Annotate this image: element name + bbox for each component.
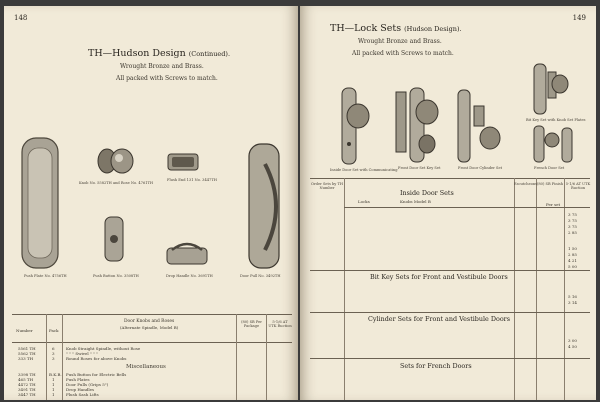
row-desc: Flush Sash Lifts [66, 392, 99, 397]
col-head-price-2: 5-1/6 AT UTK Ruction [268, 320, 292, 329]
cylinder-set-illustration [456, 88, 502, 164]
row-pack: 3 [52, 351, 55, 356]
push-button-illustration [104, 216, 124, 262]
row-pack: B.K.B. [49, 372, 62, 377]
page-number: 148 [14, 14, 28, 22]
price-cell: 3 75 [568, 224, 577, 229]
row-number: 5562 TH [18, 351, 36, 356]
caption-front-door-set: Front Door Set Key Set [398, 166, 441, 170]
row-number: 4472 TH [18, 382, 36, 387]
caption-flush-end: Flush End 131 No. 3447TH [167, 178, 217, 182]
col-divider [536, 178, 537, 400]
col-head-escutcheons: Escutcheons [514, 182, 538, 186]
table-head-rule [12, 342, 292, 343]
row-pack: 3 [52, 356, 55, 361]
col-head-knobs: Knobs Model B [400, 199, 431, 204]
caption-knob-rose: Knob No. 5582TH and Rose No. 4761TH [79, 181, 154, 185]
drop-handle-illustration [166, 242, 208, 266]
price-cell: 3 75 [568, 218, 577, 223]
subtitle: Wrought Bronze and Brass. [358, 38, 442, 45]
caption-drop-handle: Drop Handle No. 3691TH [166, 274, 213, 278]
col-divider [46, 314, 47, 400]
french-set-illustration [532, 124, 576, 164]
row-desc: Push Button for Electric Bells [66, 372, 127, 377]
col-divider [266, 314, 267, 400]
price-cell: 1 50 [568, 246, 577, 251]
col-divider [514, 178, 515, 400]
caption-bit-key-set: Bit Key Set with Knob Set Plates [526, 118, 586, 122]
col-head-price-1: (80) SB Per Package [241, 320, 262, 329]
row-pack: 1 [52, 392, 55, 397]
col-head-price-2: 5-1/6 AT UTK Ruction [565, 182, 591, 191]
flush-end-illustration [167, 153, 199, 171]
row-desc: Drop Handles [66, 387, 95, 392]
front-door-set-illustration [394, 86, 444, 164]
col-head-desc-sub: (Alternate Spindle, Model B) [120, 325, 179, 330]
price-cell: 3 14 [568, 300, 577, 305]
caption-push-plate: Push Plate No. 4756TH [24, 274, 67, 278]
price-cell: 3 75 [568, 212, 577, 217]
row-number: 3491 TH [18, 387, 36, 392]
col-head-price-1: (80) SB Finish [536, 182, 564, 186]
col-head-locks: Locks [358, 199, 370, 204]
price-cell: 4 21 [568, 258, 577, 263]
page-title [330, 23, 462, 34]
row-number: 333 TH [18, 356, 34, 361]
row-desc: " " " Swivel " " " [66, 351, 99, 356]
title-text: TH—Lock Sets [330, 23, 402, 34]
caption-door-pull: Door Pull No. 3492TH [240, 274, 281, 278]
section-rule [310, 270, 590, 271]
col-divider [62, 314, 63, 400]
caption-push-button: Push Button No. 3508TH [93, 274, 139, 278]
section-rule [310, 358, 590, 359]
row-pack: 6 [52, 346, 55, 351]
col-head-desc: Door Knobs and Roses [124, 319, 175, 324]
row-desc: Door Pulls (Grips 5") [66, 382, 109, 387]
right-page [300, 6, 596, 400]
price-cell: 2 85 [568, 252, 577, 257]
inside-set-illustration [336, 86, 370, 166]
price-cell: 3 00 [568, 338, 577, 343]
door-pull-illustration [247, 142, 291, 270]
row-number: 465 TH [18, 377, 34, 382]
table-top-rule [12, 314, 292, 315]
title-suffix: (Continued). [188, 50, 231, 58]
col-divider [236, 314, 237, 400]
row-number: 3447 TH [18, 392, 36, 397]
price-cell: 2 85 [568, 230, 577, 235]
col-head-pack: Pack [49, 328, 59, 333]
page-title [88, 48, 230, 59]
col-divider [564, 178, 565, 400]
title-suffix: (Hudson Design). [404, 25, 462, 33]
caption-inside-set: Inside Door Set with Communicating [330, 168, 398, 172]
section-rule [310, 312, 590, 313]
page-number: 149 [572, 14, 586, 22]
row-desc: Round Roses for above Knobs [66, 356, 127, 361]
section-french-door-sets: Sets for French Doors [400, 362, 472, 370]
col-head-per-set: Per set [546, 202, 561, 207]
bit-key-set-illustration [530, 62, 570, 116]
row-pack: 1 [52, 382, 55, 387]
section-cylinder-sets: Cylinder Sets for Front and Vestibule Doors [368, 315, 511, 323]
row-rule [344, 207, 590, 208]
section-inside-door-sets: Inside Door Sets [400, 189, 454, 197]
price-cell: 4 50 [568, 344, 577, 349]
misc-section-title: Miscellaneous [126, 364, 166, 370]
knob-illustration [95, 146, 135, 176]
col-divider [344, 178, 345, 400]
caption-cylinder-set: Front Door Cylinder Set [458, 166, 503, 170]
row-number: 5561 TH [18, 346, 36, 351]
subtitle: Wrought Bronze and Brass. [120, 63, 204, 70]
table-top-rule [310, 178, 590, 179]
row-pack: 1 [52, 377, 55, 382]
left-page [4, 6, 298, 400]
title-text: TH—Hudson Design [88, 48, 186, 59]
packing-note: All packed with Screws to match. [116, 75, 218, 82]
section-bit-key-sets: Bit Key Sets for Front and Vestibule Doors [370, 273, 508, 281]
row-pack: 1 [52, 387, 55, 392]
row-number: 3398 TH [18, 372, 36, 377]
row-desc: Knob Straight Spindle, without Rose [66, 346, 141, 351]
push-plate-illustration [20, 136, 60, 271]
packing-note: All packed with Screws to match. [352, 50, 454, 57]
caption-french-set: French Door Set [534, 166, 565, 170]
row-desc: Push Plates [66, 377, 90, 382]
price-cell: 5 16 [568, 294, 577, 299]
col-head-order: Order Sets by TH Number [311, 182, 343, 191]
price-cell: 5 00 [568, 264, 577, 269]
col-head-number: Number [16, 328, 33, 333]
